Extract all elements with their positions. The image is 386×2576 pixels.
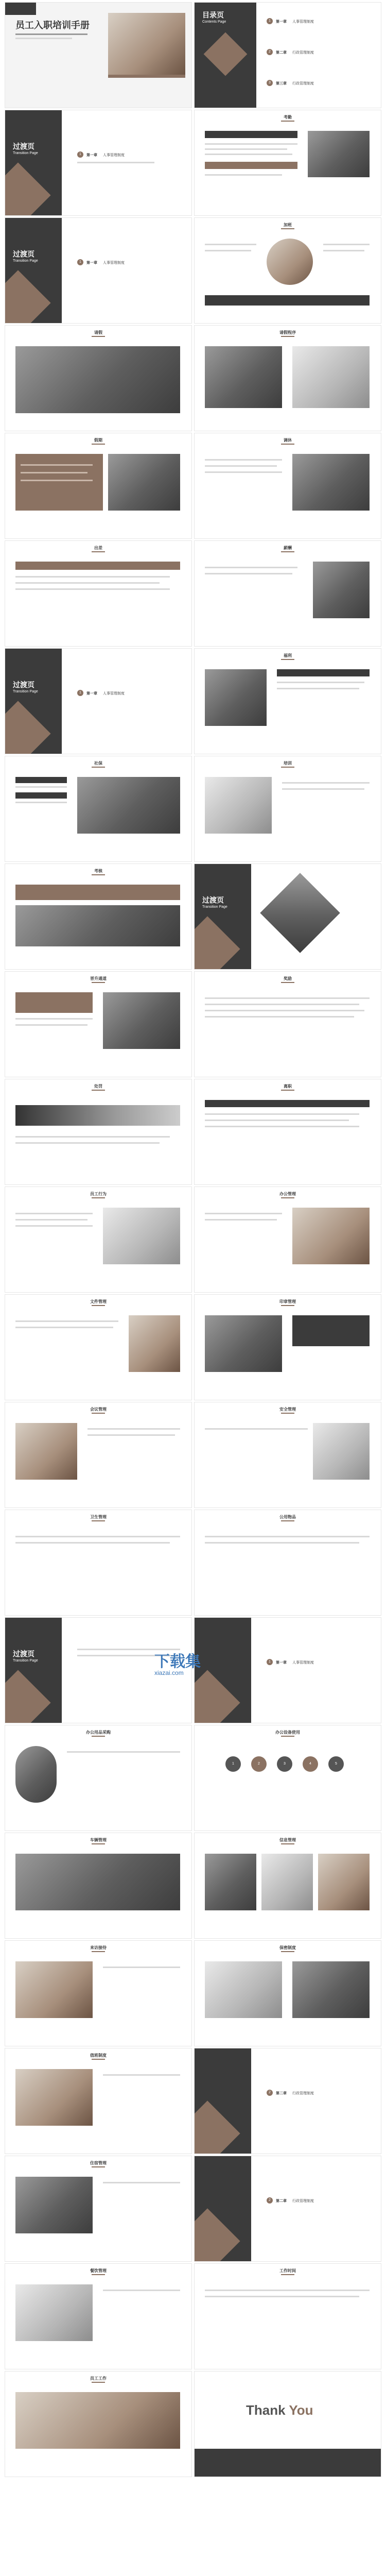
slide-title: 印章管理 [279, 1299, 296, 1304]
slide-zhiban[interactable] [5, 2048, 191, 2154]
watermark-text: 下载集 [154, 1653, 201, 1670]
slide-title: 住宿管理 [90, 2161, 107, 2165]
slide-transition-3[interactable]: 过渡页 Transition Page 1 第一章 人事管理制度 [5, 649, 191, 754]
transition-subtitle-2: Transition Page [13, 259, 38, 263]
slide-title: 保密制度 [279, 1945, 296, 1950]
transition-chapter-label-6: 第一章 [276, 1661, 287, 1665]
slide-end[interactable] [195, 2371, 381, 2477]
toc-item-2-text: 行政管理制度 [292, 51, 314, 55]
slide-title: 卫生管理 [90, 1515, 107, 1519]
transition-title: 过渡页 [13, 142, 34, 150]
toc-item-3-label: 第三章 [276, 82, 287, 86]
slide-transition-6[interactable]: 1 第一章 人事管理制度 [195, 1618, 381, 1723]
slide-title: 安全管理 [279, 1407, 296, 1412]
you-text: You [289, 2402, 313, 2418]
transition-chapter-label: 第一章 [86, 154, 97, 157]
transition-chapter-text-2: 人事管理制度 [103, 261, 125, 265]
slide-toc[interactable]: 目录页 Contents Page 1 第一章 人事管理制度 2 第二章 行政管理制度 3 第三章 行政管理制度 [195, 3, 381, 108]
slide-baoxian[interactable] [5, 756, 191, 861]
slide-baomi[interactable] [195, 1941, 381, 2046]
slide-gongzuo[interactable] [195, 2264, 381, 2369]
slide-kaohe[interactable] [5, 864, 191, 969]
slide-lizhi[interactable] [195, 1079, 381, 1184]
transition-title-4: 过渡页 [202, 896, 224, 904]
slide-anquan[interactable] [195, 1402, 381, 1507]
toc-title: 目录页 [202, 11, 224, 19]
slide-peixun[interactable] [195, 756, 381, 861]
transition-chapter-text: 人事管理制度 [103, 154, 125, 157]
slide-title: 奖励 [284, 976, 292, 981]
slide-title: 来访接待 [90, 1945, 107, 1950]
transition-chapter-label-2: 第一章 [86, 261, 97, 265]
transition-chapter-text-6: 人事管理制度 [292, 1661, 314, 1665]
slide-title: 薪酬 [284, 546, 292, 550]
slide-zhusu[interactable] [5, 2156, 191, 2261]
cover-title: 员工入职培训手册 [15, 20, 90, 30]
slide-qingjia[interactable] [5, 326, 191, 431]
slide-transition-7[interactable]: 2 第二章 行政管理制度 [195, 2048, 381, 2154]
slide-title: 员工工作 [90, 2376, 107, 2381]
slide-tiaoxiu[interactable] [195, 433, 381, 538]
slide-shiyong[interactable]: 办公设备使用 1 2 3 4 5 [195, 1725, 381, 1831]
toc-item-1-text: 人事管理制度 [292, 20, 314, 24]
slide-title: 办公设备使用 [275, 1730, 300, 1735]
slide-weisheng[interactable] [5, 1510, 191, 1615]
slide-transition-4[interactable] [195, 864, 381, 969]
transition-subtitle-3: Transition Page [13, 690, 38, 693]
slide-title: 晋升通道 [90, 976, 107, 981]
slide-title: 社保 [94, 761, 102, 766]
slide-xinxi[interactable] [195, 1833, 381, 1938]
transition-chapter-label-8: 第二章 [276, 2199, 287, 2203]
slide-title: 处罚 [94, 1084, 102, 1089]
slide-title: 会议管理 [90, 1407, 107, 1412]
slide-title: 离职 [284, 1084, 292, 1089]
slide-title: 加班 [284, 223, 292, 227]
slide-yinzhang[interactable] [195, 1295, 381, 1400]
slide-jiaban[interactable] [195, 218, 381, 323]
slide-bangong[interactable] [195, 1187, 381, 1292]
transition-title-3: 过渡页 [13, 681, 34, 689]
toc-item-3-text: 行政管理制度 [292, 82, 314, 86]
slide-transition-8[interactable]: 2 第二章 行政管理制度 [195, 2156, 381, 2261]
slide-jiaqi[interactable] [5, 433, 191, 538]
slide-title: 餐饮管理 [90, 2268, 107, 2273]
slide-title: 考核 [94, 869, 102, 873]
slide-title: 工作时间 [279, 2268, 296, 2273]
transition-chapter-text-7: 行政管理制度 [292, 2092, 314, 2095]
transition-subtitle-4: Transition Page [202, 905, 227, 909]
slide-huiyi[interactable] [5, 1402, 191, 1507]
slide-title: 文件管理 [90, 1299, 107, 1304]
slide-xinchou[interactable] [195, 541, 381, 646]
slide-title: 福利 [284, 653, 292, 658]
slide-yuangong[interactable] [5, 1187, 191, 1292]
slide-title: 信息管理 [279, 1838, 296, 1842]
slide-title: 办公用品采购 [86, 1730, 111, 1735]
slide-canyin[interactable] [5, 2264, 191, 2369]
slide-chuchai[interactable] [5, 541, 191, 646]
slide-qingjia-shouxu[interactable] [195, 326, 381, 431]
transition-chapter-text-3: 人事管理制度 [103, 692, 125, 696]
slide-title: 请假 [94, 330, 102, 335]
slide-cover[interactable] [5, 3, 191, 108]
slide-title: 值班制度 [90, 2053, 107, 2058]
watermark-sub: xiazai.com [154, 1669, 184, 1676]
slide-jiangli[interactable] [195, 972, 381, 1077]
slide-title: 调休 [284, 438, 292, 443]
slide-kaoqin[interactable] [195, 110, 381, 215]
slide-fuli[interactable] [195, 649, 381, 754]
slide-wenjian[interactable] [5, 1295, 191, 1400]
slide-transition-2[interactable]: 过渡页 Transition Page 1 第一章 人事管理制度 [5, 218, 191, 323]
slide-title: 培训 [284, 761, 292, 766]
slide-transition-1[interactable]: 过渡页 Transition Page 1 第一章 人事管理制度 [5, 110, 191, 215]
slide-title: 办公管理 [279, 1192, 296, 1196]
slide-yuangong2[interactable] [5, 2371, 191, 2477]
slide-title: 车辆管理 [90, 1838, 107, 1842]
transition-chapter-text-8: 行政管理制度 [292, 2199, 314, 2203]
slide-title: 考勤 [284, 115, 292, 120]
toc-subtitle: Contents Page [202, 20, 226, 24]
toc-item-2-label: 第二章 [276, 51, 287, 55]
slide-gongyong[interactable] [195, 1510, 381, 1615]
slide-caigou[interactable] [5, 1725, 191, 1831]
transition-chapter-label-3: 第一章 [86, 692, 97, 696]
transition-subtitle-5: Transition Page [13, 1659, 38, 1663]
slide-shengqian[interactable] [5, 972, 191, 1077]
toc-item-1-label: 第一章 [276, 20, 287, 24]
transition-subtitle: Transition Page [13, 151, 38, 155]
slide-cheliang[interactable] [5, 1833, 191, 1938]
slide-jiedai[interactable] [5, 1941, 191, 2046]
transition-title-5: 过渡页 [13, 1650, 34, 1658]
slide-title: 请假程序 [279, 330, 296, 335]
slide-chengfa[interactable] [5, 1079, 191, 1184]
transition-chapter-label-7: 第二章 [276, 2092, 287, 2095]
slide-title: 员工行为 [90, 1192, 107, 1196]
slide-title: 公用物品 [279, 1515, 296, 1519]
thank-text: Thank [246, 2402, 286, 2418]
cover-photo [108, 13, 185, 75]
transition-title-2: 过渡页 [13, 250, 34, 258]
slide-title: 假期 [94, 438, 102, 443]
slide-title: 出差 [94, 546, 102, 550]
